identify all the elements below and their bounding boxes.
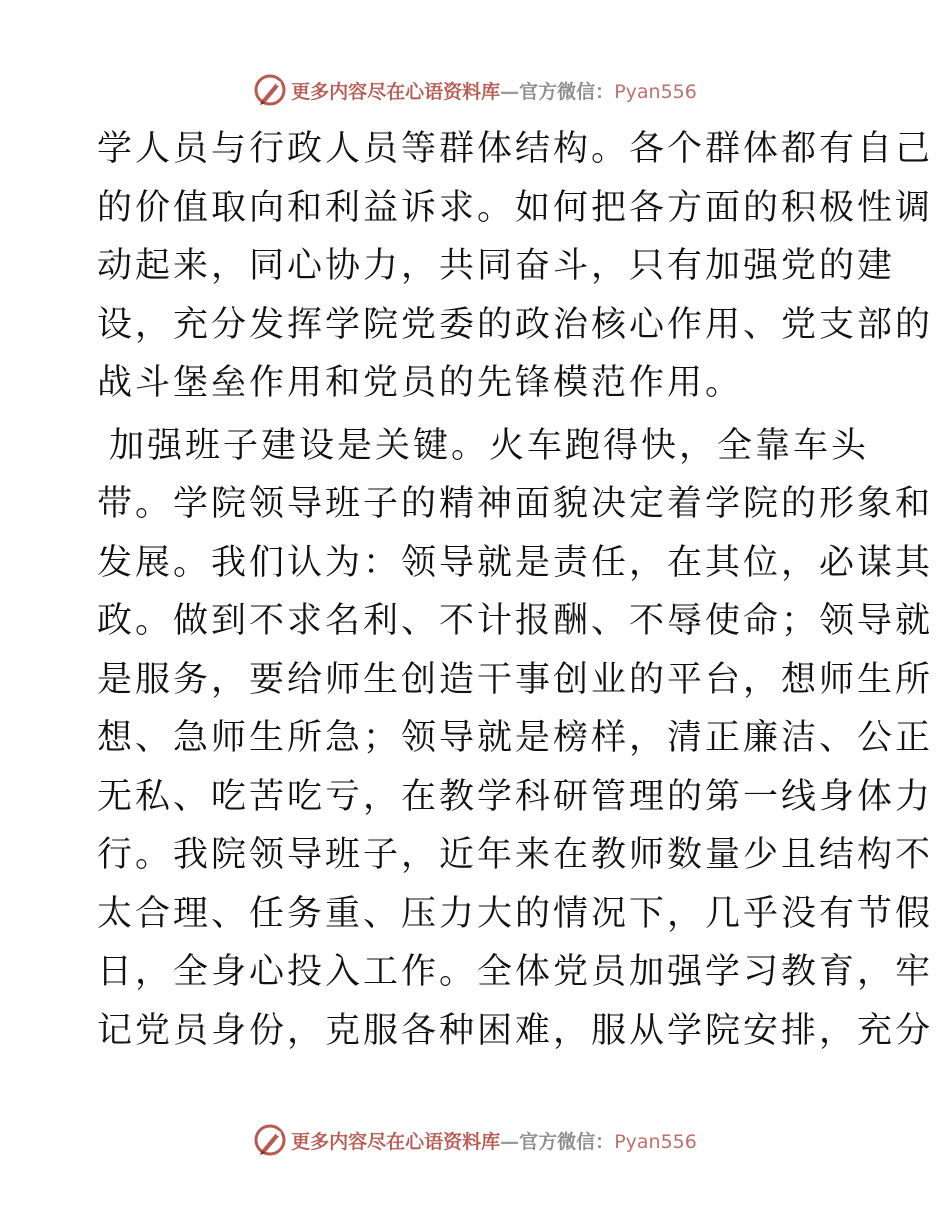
- text-line: 日，全身心投入工作。全体党员加强学习教育，牢: [97, 952, 934, 992]
- text-line: 动起来，同心协力，共同奋斗，只有加强党的建: [97, 246, 896, 286]
- watermark-wechat-label: 官方微信：: [519, 80, 615, 103]
- text-line: 带。学院领导班子的精神面貌决定着学院的形象和: [97, 484, 934, 524]
- watermark-wechat-label: 官方微信：: [519, 1130, 615, 1153]
- watermark-wechat-id: Pyan556: [614, 80, 697, 103]
- header-watermark: [0, 68, 950, 112]
- text-line: 太合理、任务重、压力大的情况下，几乎没有节假: [97, 893, 934, 934]
- text-line: 学人员与行政人员等群体结构。各个群体都有自己: [97, 129, 934, 169]
- paragraph-2: [97, 417, 934, 1061]
- pen-logo-icon: [253, 1123, 287, 1157]
- text-line: 政。做到不求名利、不计报酬、不辱使命；领导就: [97, 601, 934, 641]
- document-body: [97, 120, 934, 1060]
- watermark-wechat-id: Pyan556: [614, 1130, 697, 1153]
- text-line: 发展。我们认为：领导就是责任，在其位，必谋其: [97, 542, 934, 583]
- watermark-site-text: 更多内容尽在心语资料库: [291, 80, 501, 103]
- text-line: 行。我院领导班子，近年来在教师数量少且结构不: [97, 835, 934, 875]
- paragraph-1: [97, 120, 934, 413]
- text-line: 是服务，要给师生创造干事创业的平台，想师生所: [97, 659, 934, 700]
- text-line: 的价值取向和利益诉求。如何把各方面的积极性调: [97, 187, 934, 228]
- text-line: 无私、吃苦吃亏，在教学科研管理的第一线身体力: [97, 776, 934, 817]
- pen-logo-icon: [253, 73, 287, 107]
- text-line: 记党员身份，克服各种困难，服从学院安排，充分: [97, 1010, 934, 1051]
- text-line: 想、急师生所急；领导就是榜样，清正廉洁、公正: [97, 718, 934, 758]
- watermark-separator: —: [500, 1130, 520, 1153]
- watermark-separator: —: [500, 80, 520, 103]
- text-line: 战斗堡垒作用和党员的先锋模范作用。: [97, 363, 744, 403]
- watermark-site-text: 更多内容尽在心语资料库: [291, 1130, 501, 1153]
- text-line: 设，充分发挥学院党委的政治核心作用、党支部的: [97, 304, 934, 345]
- footer-watermark: [0, 1118, 950, 1162]
- text-line: 加强班子建设是关键。火车跑得快，全靠车头: [109, 425, 870, 466]
